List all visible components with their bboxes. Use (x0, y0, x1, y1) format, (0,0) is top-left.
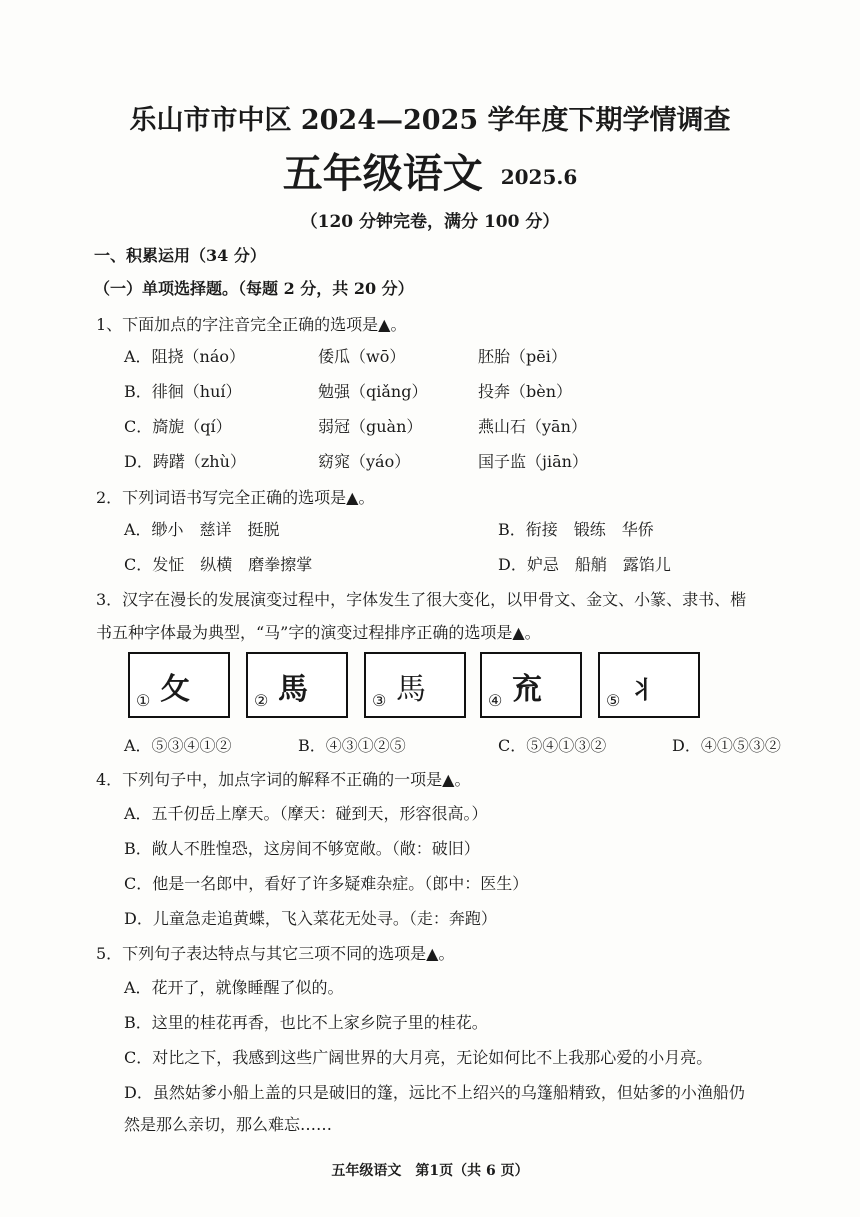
q2-option-a: A．缈小 慈详 挺脱 (124, 520, 280, 539)
q5-option-d-line1: D．虽然姑爹小船上盖的只是破旧的篷，远比不上绍兴的乌篷船精致，但姑爹的小渔船仍 (124, 1083, 745, 1102)
q1-c-1: C．旖旎（qí） (124, 417, 232, 436)
page-footer: 五年级语文 第1页（共 6 页） (331, 1163, 529, 1179)
q4-option-c: C．他是一名郎中，看好了许多疑难杂症。（郎中：医生） (124, 874, 529, 893)
q1-b-3: 投奔（bèn） (478, 382, 573, 401)
q3-option-b: B．④③①②⑤ (298, 736, 406, 755)
character-image-1: ① ⺙ (128, 652, 230, 718)
exam-title: 乐山市市中区 2024—2025 学年度下期学情调查 (129, 105, 731, 136)
q5-option-a: A．花开了，就像睡醒了似的。 (124, 978, 344, 997)
q3-option-d: D．④①⑤③② (672, 736, 781, 755)
section-heading: 一、积累运用（34 分） (94, 246, 266, 265)
q1-b-1: B．徘徊（huí） (124, 382, 242, 401)
character-image-3: ③ 馬 (364, 652, 466, 718)
question-5-stem: 5．下列句子表达特点与其它三项不同的选项是▲。 (96, 944, 455, 963)
q1-a-3: 胚胎（pēi） (478, 347, 567, 366)
q4-option-d: D．儿童急走追黄蝶，飞入菜花无处寻。（走：奔跑） (124, 909, 497, 928)
q4-option-a: A．五千仞岳上摩天。（摩天：碰到天，形容很高。） (124, 804, 488, 823)
q1-d-1: D．踌躇（zhù） (124, 452, 246, 471)
q4-option-b: B．敞人不胜惶恐，这房间不够宽敞。（敞：破旧） (124, 839, 480, 858)
q5-option-b: B．这里的桂花再香，也比不上家乡院子里的桂花。 (124, 1013, 488, 1032)
q1-c-3: 燕山石（yān） (478, 417, 587, 436)
q1-d-2: 窈窕（yáo） (318, 452, 411, 471)
character-image-4: ④ 㐬 (480, 652, 582, 718)
part-heading: （一）单项选择题。（每题 2 分，共 20 分） (94, 279, 414, 298)
exam-date: 2025.6 (500, 165, 578, 189)
question-2-stem: 2．下列词语书写完全正确的选项是▲。 (96, 488, 375, 507)
question-1-stem: 1、下面加点的字注音完全正确的选项是▲。 (96, 315, 407, 334)
q5-option-c: C．对比之下，我感到这些广阔世界的大月亮，无论如何比不上我那心爱的小月亮。 (124, 1048, 713, 1067)
subject-title (0, 142, 860, 199)
question-3-stem-line2: 书五种字体最为典型，“马”字的演变过程排序正确的选项是▲。 (96, 623, 541, 642)
q2-option-d: D．妒忌 船艄 露馅儿 (498, 555, 671, 574)
q2-option-b: B．衔接 锻练 华侨 (498, 520, 654, 539)
character-image-2: ② 馬 (246, 652, 348, 718)
q3-option-c: C．⑤④①③② (498, 736, 607, 755)
exam-duration-note: （120 分钟完卷，满分 100 分） (300, 212, 560, 232)
q1-a-1: A．阻挠（náo） (124, 347, 246, 366)
question-4-stem: 4．下列句子中，加点字词的解释不正确的一项是▲。 (96, 770, 471, 789)
q3-option-a: A．⑤③④①② (124, 736, 232, 755)
question-3-stem-line1: 3．汉字在漫长的发展演变过程中，字体发生了很大变化，以甲骨文、金文、小篆、隶书、楷 (96, 590, 747, 609)
q1-c-2: 弱冠（guàn） (318, 417, 423, 436)
subject-name: 五年级语文 (282, 150, 483, 197)
q2-option-c: C．发怔 纵横 磨拳擦掌 (124, 555, 313, 574)
character-image-5: ⑤ 丬 (598, 652, 700, 718)
q5-option-d-line2: 然是那么亲切，那么难忘…… (124, 1115, 333, 1134)
q1-a-2: 倭瓜（wō） (318, 347, 406, 366)
q1-b-2: 勉强（qiǎng） (318, 382, 428, 401)
q1-d-3: 国子监（jiān） (478, 452, 588, 471)
horse-character-evolution-images (128, 652, 728, 720)
